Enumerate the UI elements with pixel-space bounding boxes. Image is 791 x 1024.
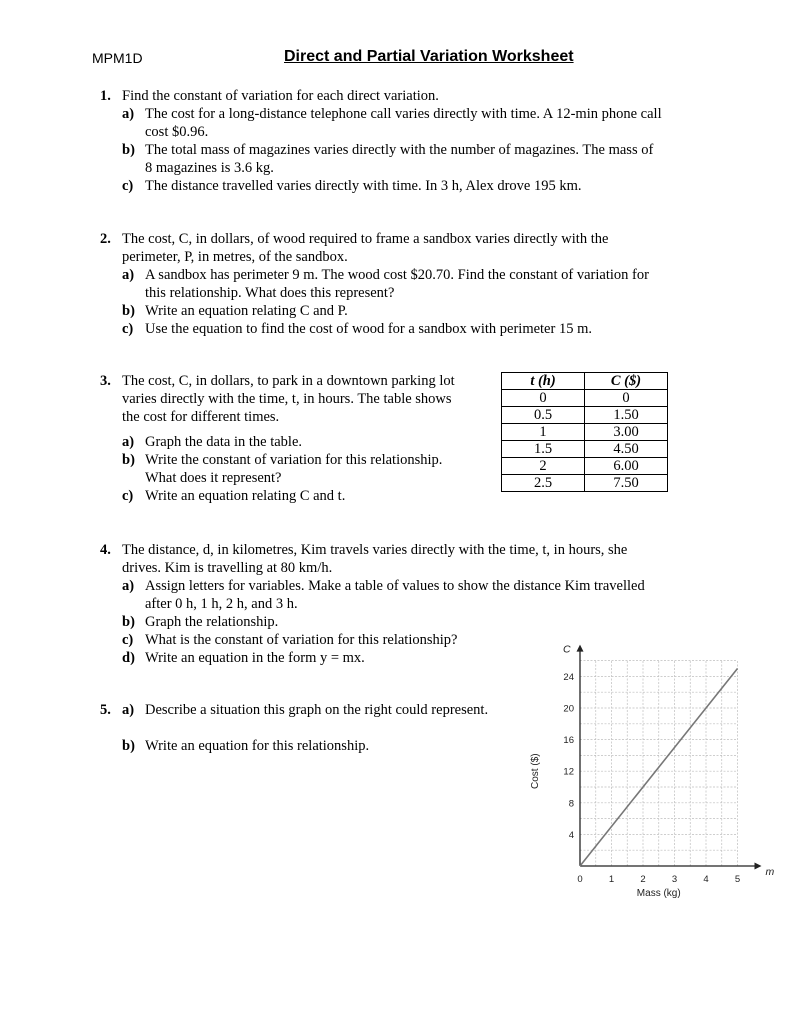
question-text: The distance, d, in kilometres, Kim travels varies directly with the time, t, in hours, she bbox=[122, 542, 628, 558]
question-number: 2. bbox=[100, 231, 111, 247]
y-axis-arrow bbox=[577, 645, 584, 652]
x-tick-label: 3 bbox=[671, 874, 678, 885]
part-label: c) bbox=[122, 178, 134, 194]
question-text: Find the constant of variation for each direct variation. bbox=[122, 88, 439, 104]
part-text: What does it represent? bbox=[145, 470, 282, 486]
table-cell: 0.5 bbox=[502, 407, 585, 424]
question-number: 3. bbox=[100, 373, 111, 389]
y-tick-label: 12 bbox=[563, 766, 574, 778]
table-cell: 0 bbox=[585, 390, 668, 407]
table-row bbox=[502, 441, 668, 458]
cost-mass-graph bbox=[525, 643, 775, 899]
x-tick-label: 0 bbox=[577, 874, 583, 885]
table-header-row bbox=[502, 373, 668, 390]
part-label: b) bbox=[122, 452, 135, 468]
table-cell: 1 bbox=[502, 424, 585, 441]
y-axis-title: Cost ($) bbox=[530, 753, 541, 789]
x-axis-variable: m bbox=[765, 866, 775, 878]
question-text: varies directly with the time, t, in hours. The table shows bbox=[122, 391, 452, 407]
part-label: c) bbox=[122, 488, 134, 504]
question-number: 5. bbox=[100, 702, 111, 718]
table-cell: 2 bbox=[502, 458, 585, 475]
part-label: d) bbox=[122, 650, 135, 666]
part-text: The distance travelled varies directly with time. In 3 h, Alex drove 195 km. bbox=[145, 178, 582, 194]
table-row bbox=[502, 407, 668, 424]
table-cell: 1.50 bbox=[585, 407, 668, 424]
part-label: a) bbox=[122, 578, 135, 594]
part-label: c) bbox=[122, 321, 134, 337]
y-tick-label: 20 bbox=[563, 703, 574, 715]
part-text: Describe a situation this graph on the right could represent. bbox=[145, 702, 489, 718]
part-text: Write an equation in the form y = mx. bbox=[145, 650, 365, 666]
part-text: Graph the data in the table. bbox=[145, 434, 303, 450]
table-row bbox=[502, 390, 668, 407]
part-label: c) bbox=[122, 632, 134, 648]
question-number: 1. bbox=[100, 88, 111, 104]
question-3 bbox=[100, 372, 490, 505]
part-text: 8 magazines is 3.6 kg. bbox=[145, 160, 274, 176]
part-text: Write the constant of variation for this relationship. bbox=[145, 452, 443, 468]
x-tick-label: 4 bbox=[703, 874, 709, 885]
course-code: MPM1D bbox=[92, 50, 143, 66]
x-tick-label: 2 bbox=[640, 874, 646, 885]
part-label: a) bbox=[122, 702, 135, 718]
table-header: t (h) bbox=[502, 373, 585, 390]
table-cell: 2.5 bbox=[502, 475, 585, 492]
question-2 bbox=[100, 230, 720, 338]
part-text: after 0 h, 1 h, 2 h, and 3 h. bbox=[145, 596, 298, 612]
part-text: A sandbox has perimeter 9 m. The wood cost $20.70. Find the constant of variation for bbox=[145, 267, 649, 283]
x-tick-label: 5 bbox=[734, 874, 741, 885]
part-label: b) bbox=[122, 303, 135, 319]
table-header: C ($) bbox=[585, 373, 668, 390]
y-tick-label: 8 bbox=[568, 798, 574, 810]
y-tick-label: 16 bbox=[563, 735, 574, 747]
table-cell: 0 bbox=[502, 390, 585, 407]
table-cell: 7.50 bbox=[585, 475, 668, 492]
part-text: Use the equation to find the cost of wood for a sandbox with perimeter 15 m. bbox=[145, 321, 592, 337]
question-text: drives. Kim is travelling at 80 km/h. bbox=[122, 560, 333, 576]
part-label: a) bbox=[122, 434, 135, 450]
x-axis-arrow bbox=[755, 863, 762, 870]
x-axis-title: Mass (kg) bbox=[636, 888, 681, 899]
question-number: 4. bbox=[100, 542, 111, 558]
cost-time-table bbox=[501, 372, 668, 492]
table-row bbox=[502, 475, 668, 492]
x-tick-label: 1 bbox=[608, 874, 615, 885]
table-row bbox=[502, 424, 668, 441]
part-text: cost $0.96. bbox=[145, 124, 209, 140]
question-5 bbox=[100, 701, 520, 755]
part-label: b) bbox=[122, 142, 135, 158]
table-cell: 3.00 bbox=[585, 424, 668, 441]
table-cell: 1.5 bbox=[502, 441, 585, 458]
question-1 bbox=[100, 87, 720, 195]
part-text: What is the constant of variation for this relationship? bbox=[145, 632, 458, 648]
question-text: The cost, C, in dollars, to park in a downtown parking lot bbox=[122, 373, 455, 389]
question-text: perimeter, P, in metres, of the sandbox. bbox=[122, 249, 348, 265]
question-text: the cost for different times. bbox=[122, 409, 280, 425]
table-row bbox=[502, 458, 668, 475]
part-label: a) bbox=[122, 267, 135, 283]
part-label: b) bbox=[122, 614, 135, 630]
y-tick-label: 24 bbox=[563, 671, 574, 683]
part-text: Assign letters for variables. Make a table of values to show the distance Kim travelled bbox=[145, 578, 645, 594]
question-text: The cost, C, in dollars, of wood required to frame a sandbox varies directly with the bbox=[122, 231, 609, 247]
part-text: Graph the relationship. bbox=[145, 614, 279, 630]
part-text: Write an equation relating C and t. bbox=[145, 488, 346, 504]
part-label: a) bbox=[122, 106, 135, 122]
part-text: The cost for a long-distance telephone call varies directly with time. A 12-min phone call bbox=[145, 106, 662, 122]
part-text: Write an equation relating C and P. bbox=[145, 303, 348, 319]
y-axis-variable: C bbox=[563, 643, 571, 656]
table-cell: 6.00 bbox=[585, 458, 668, 475]
part-text: Write an equation for this relationship. bbox=[145, 738, 370, 754]
part-label: b) bbox=[122, 738, 135, 754]
page-title: Direct and Partial Variation Worksheet bbox=[284, 48, 574, 65]
part-text: The total mass of magazines varies directly with the number of magazines. The mass of bbox=[145, 142, 654, 158]
part-text: this relationship. What does this represent? bbox=[145, 285, 395, 301]
y-tick-label: 4 bbox=[568, 829, 574, 841]
table-cell: 4.50 bbox=[585, 441, 668, 458]
